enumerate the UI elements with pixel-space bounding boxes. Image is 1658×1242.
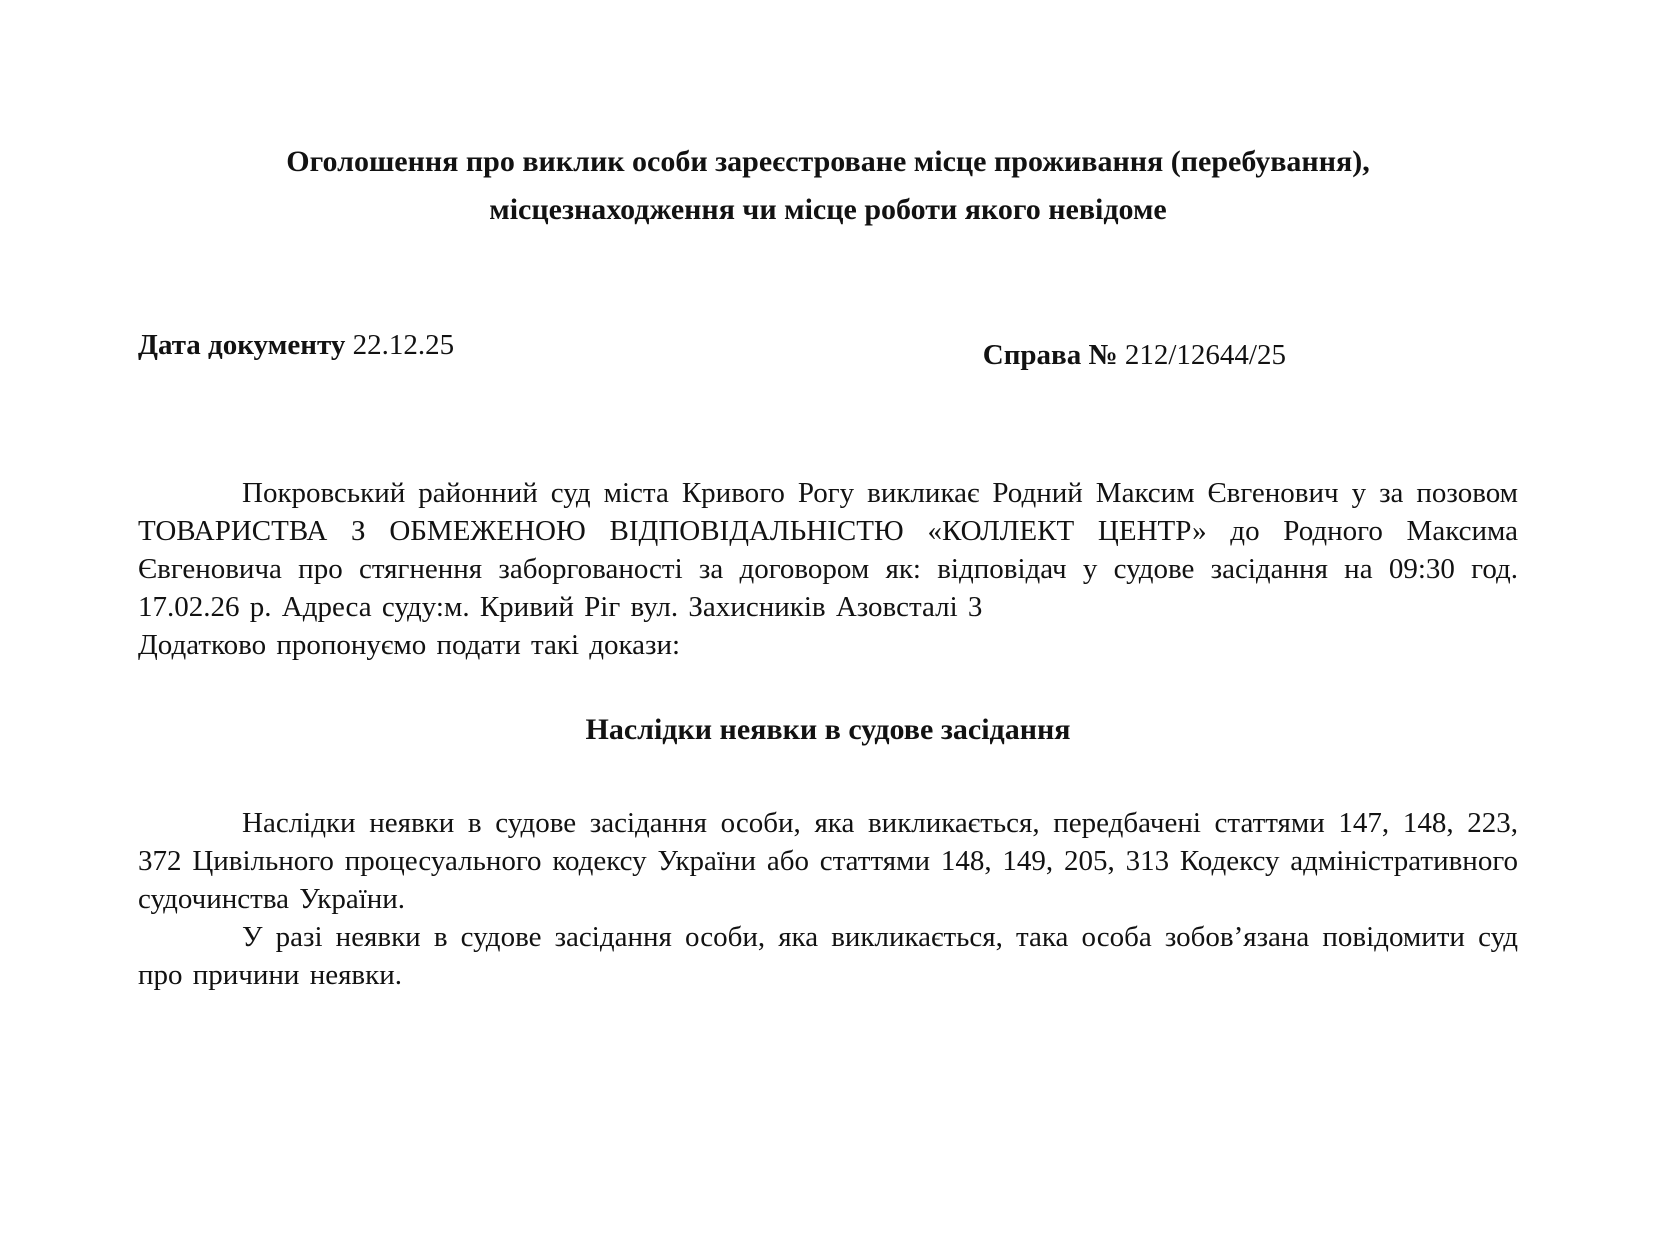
document-date-label: Дата документу (138, 329, 346, 361)
document-title-line-1: Оголошення про виклик особи зареєстроване місце проживання (перебування), (286, 145, 1370, 178)
document-title-line-2: місцезнаходження чи місце роботи якого невідоме (489, 193, 1167, 226)
section-heading: Наслідки неявки в судове засідання (585, 713, 1071, 746)
document-title (138, 138, 1518, 234)
obligation-paragraph: У разі неявки в судове засідання особи, яка викликається, така особа зобов’язана повідомити суд про причини неявки. (138, 921, 1518, 991)
summons-paragraph: Покровський районний суд міста Кривого Рогу викликає Родний Максим Євгенович у за позовом ТОВАРИСТВА З ОБМЕЖЕНОЮ ВІДПОВІДАЛЬНІСТЮ «КОЛЛЕКТ ЦЕНТР» до Родного Максима Євгеновича про стягнення заборгованості за договором як: відповідач у судове засідання на 09:30 год. 17.02.26 р. Адреса суду:м. Кривий Ріг вул. Захисників Азовсталі 3 (138, 477, 1518, 623)
consequences-paragraph: Наслідки неявки в судове засідання особи, яка викликається, передбачені статтями 147, 148, 223, 372 Цивільного процесуального кодексу України або статтями 148, 149, 205, 313 Кодексу адміністративного судочинства України. (138, 807, 1518, 915)
case-number-label: Справа № (982, 339, 1118, 371)
case-number (983, 326, 1286, 374)
case-number-value: 212/12644/25 (1124, 339, 1286, 371)
additional-evidence-line: Додатково пропонуємо подати такі докази: (138, 629, 681, 661)
document-date-value: 22.12.25 (352, 329, 455, 361)
document-date (138, 326, 454, 364)
meta-row (138, 326, 1518, 374)
